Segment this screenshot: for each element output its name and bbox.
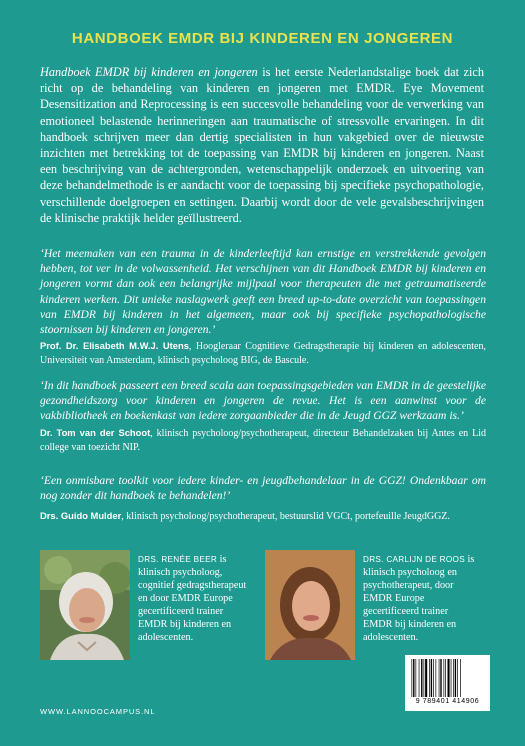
attribution-name: Drs. Guido Mulder xyxy=(40,510,122,521)
attribution-role: , Hoogleraar Cognitieve Gedragstherapie bij kinderen en adolescenten, Universiteit van Amsterdam, klinisch psycholoog BIG, de Bascule. xyxy=(40,341,486,366)
barcode-bar xyxy=(439,659,440,697)
author-name: DRS. RENÉE BEER xyxy=(138,555,218,564)
barcode-bar xyxy=(455,659,456,697)
isbn-barcode xyxy=(405,655,490,711)
intro-book-title: Handboek EMDR bij kinderen en jongeren xyxy=(40,65,258,79)
barcode-bar xyxy=(433,659,434,697)
barcode-bar xyxy=(416,659,417,697)
barcode-bar xyxy=(412,659,413,697)
attribution-mulder xyxy=(40,509,486,524)
intro-text: is het eerste Nederlandstalige boek dat zich richt op de behandeling van kinderen en jongeren met EMDR. Eye Movement Desensitization and Reprocessing is een succesvolle behandeling voor de verwerking van emotioneel belastende herinneringen aan traumatische of stressvolle ervaringen. In dit handboek schrijven meer dan dertig specialisten in hun vakgebied over de nieuwste inzichten met betrekking tot de toepassing van EMDR bij kinderen en jongeren. Naast een beschrijving van de achtergronden, wetenschappelijk onderzoek en uitvoering van deze behandelmethode is er aandacht voor de toepassing bij specifieke psychopathologie, verschillende doelgroepen en settingen. Daarbij wordt door de vele gevalsbeschrijvingen de klinische praktijk helder geïllustreerd. xyxy=(40,65,484,225)
barcode-bar xyxy=(421,659,422,697)
barcode-bar xyxy=(445,659,446,697)
barcode-bar xyxy=(460,659,461,697)
quote-mulder: ‘Een onmisbare toolkit voor iedere kinder- en jeugdbehandelaar in de GGZ! Ondenkbaar om nog zonder dit handboek te behandelen!’ xyxy=(40,474,486,503)
attribution-role: , klinisch psycholoog/psychotherapeut, directeur Behandelzaken bij Antes en Lid college van toezicht NIP. xyxy=(40,428,486,453)
quote-van-der-schoot: ‘In dit handboek passeert een breed scala aan toepassingsgebieden van EMDR in de geestelijke gezondheidszorg voor kinderen en jongeren de revue. Het is een aanwinst voor de vakbibliotheek en boekenkast van iedere zorgaanbieder die in de Jeugd GGZ werkzaam is.’ xyxy=(40,379,486,423)
author-photo-carlijn-de-roos xyxy=(265,550,355,660)
author-bio-renee-beer xyxy=(138,553,250,644)
barcode-bar xyxy=(419,659,420,697)
author-photo-renee-beer xyxy=(40,550,130,660)
barcode-bar xyxy=(413,659,414,697)
barcode-number: 9 789401 414906 xyxy=(415,698,480,705)
barcode-bar xyxy=(436,659,437,697)
attribution-utens xyxy=(40,339,486,367)
barcode-bar xyxy=(448,659,450,697)
barcode-bars xyxy=(411,659,484,699)
attribution-name: Prof. Dr. Elisabeth M.W.J. Utens xyxy=(40,340,189,351)
attribution-role: , klinisch psycholoog/psychotherapeut, bestuurslid VGCt, portefeuille JeugdGGZ. xyxy=(121,511,450,522)
publisher-website[interactable]: WWW.LANNOOCAMPUS.NL xyxy=(40,707,156,716)
quote-utens: ‘Het meemaken van een trauma in de kinderleeftijd kan ernstige en verstrekkende gevolgen hebben, tot ver in de volwassenheid. Het verschijnen van dit Handboek EMDR bij kinderen en jongeren vormt dan ook een belangrijke mijlpaal voor therapeuten die met getraumatiseerde kinderen werken. Dit unieke naslagwerk geeft een breed up-to-date overzicht van toepassingen van EMDR bij kinderen in het algemeen, maar ook bij specifieke psychopathologische stoornissen bij kinderen en jongeren.’ xyxy=(40,247,486,337)
author-bio-carlijn-de-roos xyxy=(363,553,478,644)
barcode-bar xyxy=(457,659,458,697)
barcode-bar xyxy=(429,659,430,697)
intro-paragraph xyxy=(40,64,484,226)
barcode-bar xyxy=(444,659,445,697)
barcode-bar xyxy=(440,659,441,697)
barcode-bar xyxy=(451,659,452,697)
author-bio-text: is klinisch psycholoog, cognitief gedragstherapeut en door EMDR Europe gecertificeerd trainer EMDR bij kinderen en adolescenten. xyxy=(138,554,247,643)
author-name: DRS. CARLIJN DE ROOS xyxy=(363,555,465,564)
barcode-bar xyxy=(425,659,427,697)
barcode-bar xyxy=(453,659,454,697)
attribution-van-der-schoot xyxy=(40,426,486,454)
attribution-name: Dr. Tom van der Schoot xyxy=(40,427,151,438)
book-title-heading: HANDBOEK EMDR BIJ KINDEREN EN JONGEREN xyxy=(71,30,454,47)
barcode-bar xyxy=(431,659,432,697)
barcode-bar xyxy=(424,659,425,697)
author-bio-text: is klinisch psycholoog en psychotherapeut, door EMDR Europe gecertificeerd trainer EMDR bij kinderen en adolescenten. xyxy=(363,554,475,643)
